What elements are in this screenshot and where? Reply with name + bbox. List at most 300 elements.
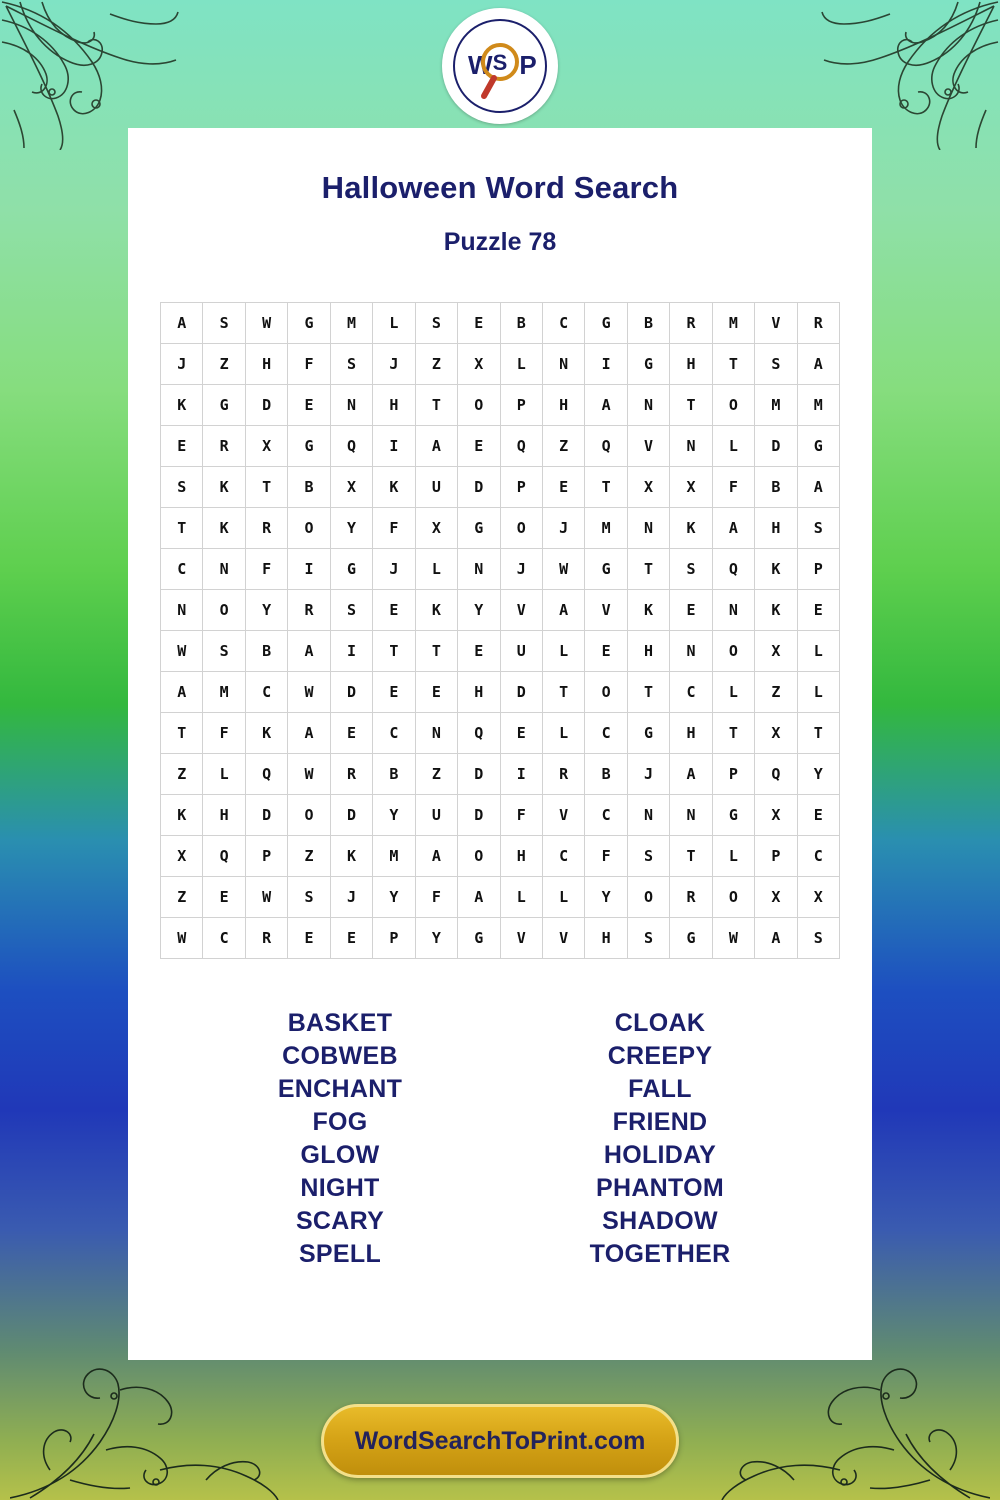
grid-cell[interactable]: T	[542, 672, 584, 713]
grid-cell[interactable]: L	[415, 549, 457, 590]
grid-cell[interactable]: I	[288, 549, 330, 590]
word-list-item: CLOAK	[614, 1009, 706, 1037]
grid-cell[interactable]: L	[542, 877, 584, 918]
grid-cell[interactable]: D	[245, 385, 287, 426]
grid-cell[interactable]: D	[330, 672, 372, 713]
grid-cell[interactable]: Q	[330, 426, 372, 467]
word-list-column-right	[510, 1007, 810, 1271]
puzzle-sheet	[128, 128, 872, 1360]
grid-cell[interactable]: X	[627, 467, 669, 508]
grid-cell[interactable]: J	[373, 344, 415, 385]
grid-cell[interactable]: A	[415, 836, 457, 877]
grid-cell[interactable]: G	[585, 303, 627, 344]
grid-cell[interactable]: Q	[585, 426, 627, 467]
grid-cell[interactable]: S	[670, 549, 712, 590]
grid-cell[interactable]: O	[500, 508, 542, 549]
grid-cell[interactable]: R	[245, 918, 287, 959]
grid-cell[interactable]: F	[712, 467, 754, 508]
grid-cell[interactable]: L	[712, 836, 754, 877]
grid-cell[interactable]: I	[500, 754, 542, 795]
grid-cell[interactable]: W	[712, 918, 754, 959]
grid-cell[interactable]: P	[500, 385, 542, 426]
grid-cell[interactable]: T	[373, 631, 415, 672]
grid-cell[interactable]: E	[330, 713, 372, 754]
grid-cell[interactable]: M	[330, 303, 372, 344]
grid-cell[interactable]: G	[627, 344, 669, 385]
grid-cell[interactable]: K	[203, 467, 245, 508]
grid-cell[interactable]: J	[500, 549, 542, 590]
grid-cell[interactable]: W	[288, 754, 330, 795]
grid-cell[interactable]: E	[670, 590, 712, 631]
word-list-item: SHADOW	[602, 1207, 718, 1235]
grid-cell[interactable]: Z	[161, 754, 203, 795]
grid-cell[interactable]: E	[500, 713, 542, 754]
grid-cell[interactable]: A	[161, 672, 203, 713]
grid-cell[interactable]: T	[797, 713, 839, 754]
grid-row	[161, 344, 840, 385]
grid-cell[interactable]: O	[712, 877, 754, 918]
grid-cell[interactable]: Q	[203, 836, 245, 877]
grid-cell[interactable]: X	[330, 467, 372, 508]
grid-cell[interactable]: O	[288, 508, 330, 549]
grid-cell[interactable]: G	[712, 795, 754, 836]
grid-cell[interactable]: T	[415, 631, 457, 672]
grid-cell[interactable]: T	[161, 713, 203, 754]
grid-cell[interactable]: K	[203, 508, 245, 549]
grid-cell[interactable]: L	[542, 713, 584, 754]
grid-cell[interactable]: K	[373, 467, 415, 508]
grid-cell[interactable]: K	[161, 385, 203, 426]
grid-cell[interactable]: E	[161, 426, 203, 467]
grid-cell[interactable]: E	[415, 672, 457, 713]
word-list-item: CREEPY	[607, 1042, 713, 1070]
footer-site-button[interactable]	[321, 1404, 679, 1478]
word-list-item: TOGETHER	[589, 1240, 731, 1268]
grid-cell[interactable]: A	[797, 344, 839, 385]
grid-row	[161, 549, 840, 590]
grid-row	[161, 631, 840, 672]
grid-cell[interactable]: D	[458, 754, 500, 795]
grid-cell[interactable]: O	[203, 590, 245, 631]
grid-cell[interactable]: L	[797, 631, 839, 672]
grid-cell[interactable]: O	[458, 385, 500, 426]
word-list-item: HOLIDAY	[603, 1141, 717, 1169]
grid-cell[interactable]: B	[500, 303, 542, 344]
grid-row	[161, 672, 840, 713]
grid-cell[interactable]: S	[797, 918, 839, 959]
grid-cell[interactable]: V	[627, 426, 669, 467]
grid-cell[interactable]: S	[330, 590, 372, 631]
grid-cell[interactable]: J	[627, 754, 669, 795]
svg-text:S: S	[492, 50, 508, 75]
grid-cell[interactable]: Z	[542, 426, 584, 467]
grid-cell[interactable]: N	[627, 385, 669, 426]
grid-cell[interactable]: T	[670, 836, 712, 877]
grid-cell[interactable]: W	[161, 918, 203, 959]
grid-cell[interactable]: N	[161, 590, 203, 631]
grid-cell[interactable]: Z	[161, 877, 203, 918]
grid-cell[interactable]: B	[245, 631, 287, 672]
grid-cell[interactable]: W	[542, 549, 584, 590]
grid-cell[interactable]: B	[627, 303, 669, 344]
grid-cell[interactable]: W	[288, 672, 330, 713]
grid-row	[161, 426, 840, 467]
grid-cell[interactable]: F	[585, 836, 627, 877]
grid-cell[interactable]: C	[542, 303, 584, 344]
grid-cell[interactable]: E	[797, 795, 839, 836]
grid-cell[interactable]: X	[755, 631, 797, 672]
grid-cell[interactable]: D	[245, 795, 287, 836]
grid-cell[interactable]: N	[415, 713, 457, 754]
grid-cell[interactable]: L	[203, 754, 245, 795]
grid-cell[interactable]: K	[330, 836, 372, 877]
grid-row	[161, 877, 840, 918]
grid-cell[interactable]: M	[373, 836, 415, 877]
grid-cell[interactable]: G	[288, 426, 330, 467]
grid-cell[interactable]: B	[288, 467, 330, 508]
grid-cell[interactable]: E	[458, 303, 500, 344]
grid-cell[interactable]: I	[373, 426, 415, 467]
grid-cell[interactable]: E	[542, 467, 584, 508]
grid-cell[interactable]: G	[627, 713, 669, 754]
grid-cell[interactable]: X	[755, 795, 797, 836]
grid-cell[interactable]: P	[712, 754, 754, 795]
grid-cell[interactable]: S	[203, 303, 245, 344]
grid-cell[interactable]: R	[288, 590, 330, 631]
grid-cell[interactable]: N	[203, 549, 245, 590]
grid-cell[interactable]: R	[670, 303, 712, 344]
grid-cell[interactable]: N	[458, 549, 500, 590]
grid-cell[interactable]: H	[245, 344, 287, 385]
grid-cell[interactable]: Q	[500, 426, 542, 467]
grid-cell[interactable]: K	[627, 590, 669, 631]
grid-cell[interactable]: A	[712, 508, 754, 549]
grid-cell[interactable]: S	[627, 918, 669, 959]
grid-cell[interactable]: A	[670, 754, 712, 795]
grid-cell[interactable]: N	[670, 795, 712, 836]
grid-cell[interactable]: A	[755, 918, 797, 959]
grid-cell[interactable]: Q	[712, 549, 754, 590]
grid-cell[interactable]: N	[330, 385, 372, 426]
grid-cell[interactable]: V	[500, 918, 542, 959]
grid-cell[interactable]: Z	[415, 754, 457, 795]
grid-cell[interactable]: M	[585, 508, 627, 549]
grid-cell[interactable]: A	[161, 303, 203, 344]
grid-cell[interactable]: R	[670, 877, 712, 918]
word-list-item: FOG	[312, 1108, 368, 1136]
grid-cell[interactable]: S	[627, 836, 669, 877]
grid-cell[interactable]: J	[373, 549, 415, 590]
grid-cell[interactable]: J	[161, 344, 203, 385]
word-list-item: COBWEB	[282, 1042, 398, 1070]
grid-cell[interactable]: X	[755, 877, 797, 918]
grid-cell[interactable]: U	[415, 467, 457, 508]
grid-cell[interactable]: C	[797, 836, 839, 877]
grid-cell[interactable]: H	[500, 836, 542, 877]
grid-cell[interactable]: G	[330, 549, 372, 590]
grid-cell[interactable]: T	[670, 385, 712, 426]
grid-cell[interactable]: G	[458, 508, 500, 549]
grid-cell[interactable]: C	[245, 672, 287, 713]
grid-cell[interactable]: N	[712, 590, 754, 631]
grid-cell[interactable]: U	[500, 631, 542, 672]
grid-cell[interactable]: E	[585, 631, 627, 672]
grid-cell[interactable]: Q	[458, 713, 500, 754]
grid-cell[interactable]: Y	[373, 877, 415, 918]
grid-cell[interactable]: O	[712, 631, 754, 672]
grid-cell[interactable]: X	[755, 713, 797, 754]
grid-cell[interactable]: E	[330, 918, 372, 959]
grid-cell[interactable]: L	[712, 672, 754, 713]
grid-row	[161, 836, 840, 877]
grid-cell[interactable]: N	[627, 795, 669, 836]
grid-cell[interactable]: N	[670, 426, 712, 467]
grid-cell[interactable]: Q	[245, 754, 287, 795]
grid-cell[interactable]: P	[373, 918, 415, 959]
grid-cell[interactable]: J	[330, 877, 372, 918]
grid-cell[interactable]: N	[670, 631, 712, 672]
word-list-item: SPELL	[298, 1240, 382, 1268]
grid-cell[interactable]: P	[500, 467, 542, 508]
grid-cell[interactable]: N	[542, 344, 584, 385]
grid-cell[interactable]: T	[712, 713, 754, 754]
grid-cell[interactable]: Y	[330, 508, 372, 549]
grid-cell[interactable]: D	[500, 672, 542, 713]
grid-row	[161, 918, 840, 959]
word-list-item: NIGHT	[300, 1174, 380, 1202]
grid-cell[interactable]: Y	[585, 877, 627, 918]
grid-cell[interactable]: C	[542, 836, 584, 877]
grid-cell[interactable]: Z	[415, 344, 457, 385]
grid-cell[interactable]: H	[670, 344, 712, 385]
grid-cell[interactable]: B	[755, 467, 797, 508]
grid-cell[interactable]: X	[161, 836, 203, 877]
grid-cell[interactable]: A	[288, 713, 330, 754]
grid-cell[interactable]: G	[458, 918, 500, 959]
grid-cell[interactable]: B	[373, 754, 415, 795]
grid-cell[interactable]: Z	[203, 344, 245, 385]
grid-cell[interactable]: M	[755, 385, 797, 426]
grid-cell[interactable]: S	[161, 467, 203, 508]
grid-cell[interactable]: S	[203, 631, 245, 672]
word-list-item: SCARY	[295, 1207, 385, 1235]
grid-cell[interactable]: F	[288, 344, 330, 385]
grid-cell[interactable]: F	[500, 795, 542, 836]
grid-cell[interactable]: T	[245, 467, 287, 508]
grid-row	[161, 590, 840, 631]
grid-cell[interactable]: X	[458, 344, 500, 385]
grid-cell[interactable]: G	[797, 426, 839, 467]
grid-cell[interactable]: U	[415, 795, 457, 836]
grid-cell[interactable]: K	[415, 590, 457, 631]
grid-cell[interactable]: Y	[245, 590, 287, 631]
grid-row	[161, 467, 840, 508]
grid-cell[interactable]: G	[670, 918, 712, 959]
grid-cell[interactable]: P	[755, 836, 797, 877]
grid-cell[interactable]: C	[161, 549, 203, 590]
grid-cell[interactable]: G	[288, 303, 330, 344]
grid-cell[interactable]: I	[330, 631, 372, 672]
grid-cell[interactable]: S	[330, 344, 372, 385]
grid-row	[161, 795, 840, 836]
grid-cell[interactable]: Y	[797, 754, 839, 795]
svg-text:W: W	[468, 50, 493, 80]
word-list-item: BASKET	[287, 1009, 393, 1037]
page-title: Halloween Word Search	[321, 170, 679, 205]
grid-cell[interactable]: A	[458, 877, 500, 918]
grid-cell[interactable]: Y	[415, 918, 457, 959]
word-list	[190, 1007, 810, 1271]
grid-cell[interactable]: V	[500, 590, 542, 631]
grid-cell[interactable]: C	[585, 795, 627, 836]
grid-cell[interactable]: K	[161, 795, 203, 836]
grid-cell[interactable]: V	[755, 303, 797, 344]
puzzle-number: Puzzle 78	[443, 228, 557, 256]
grid-cell[interactable]: D	[330, 795, 372, 836]
word-list-item: FRIEND	[612, 1108, 708, 1136]
grid-cell[interactable]: R	[797, 303, 839, 344]
grid-cell[interactable]: V	[585, 590, 627, 631]
grid-cell[interactable]: Y	[458, 590, 500, 631]
grid-row	[161, 508, 840, 549]
grid-cell[interactable]: A	[542, 590, 584, 631]
grid-cell[interactable]: R	[203, 426, 245, 467]
grid-cell[interactable]: E	[373, 672, 415, 713]
grid-cell[interactable]: H	[627, 631, 669, 672]
grid-cell[interactable]: K	[755, 549, 797, 590]
grid-cell[interactable]: H	[542, 385, 584, 426]
grid-cell[interactable]: Y	[373, 795, 415, 836]
grid-cell[interactable]: X	[797, 877, 839, 918]
grid-cell[interactable]: L	[500, 877, 542, 918]
grid-cell[interactable]: L	[797, 672, 839, 713]
grid-cell[interactable]: K	[245, 713, 287, 754]
grid-cell[interactable]: W	[161, 631, 203, 672]
grid-cell[interactable]: Q	[755, 754, 797, 795]
grid-cell[interactable]: T	[627, 549, 669, 590]
word-list-item: GLOW	[300, 1141, 380, 1169]
grid-cell[interactable]: C	[585, 713, 627, 754]
grid-cell[interactable]: O	[712, 385, 754, 426]
grid-cell[interactable]: P	[797, 549, 839, 590]
grid-cell[interactable]: F	[415, 877, 457, 918]
grid-cell[interactable]: H	[585, 918, 627, 959]
grid-cell[interactable]: R	[245, 508, 287, 549]
grid-cell[interactable]: K	[670, 508, 712, 549]
grid-cell[interactable]: V	[542, 918, 584, 959]
grid-cell[interactable]: H	[373, 385, 415, 426]
grid-cell[interactable]: A	[797, 467, 839, 508]
grid-cell[interactable]: R	[542, 754, 584, 795]
grid-cell[interactable]: L	[500, 344, 542, 385]
grid-cell[interactable]: J	[542, 508, 584, 549]
grid-cell[interactable]: E	[203, 877, 245, 918]
grid-cell[interactable]: G	[203, 385, 245, 426]
grid-cell[interactable]: H	[755, 508, 797, 549]
grid-row	[161, 713, 840, 754]
grid-cell[interactable]: O	[288, 795, 330, 836]
grid-cell[interactable]: F	[373, 508, 415, 549]
grid-cell[interactable]: E	[797, 590, 839, 631]
grid-cell[interactable]: V	[542, 795, 584, 836]
grid-cell[interactable]: T	[415, 385, 457, 426]
grid-cell[interactable]: H	[458, 672, 500, 713]
grid-cell[interactable]: H	[203, 795, 245, 836]
grid-cell[interactable]: R	[330, 754, 372, 795]
word-list-item: ENCHANT	[277, 1075, 403, 1103]
grid-cell[interactable]: D	[755, 426, 797, 467]
grid-cell[interactable]: L	[542, 631, 584, 672]
grid-cell[interactable]: X	[245, 426, 287, 467]
grid-cell[interactable]: S	[797, 508, 839, 549]
grid-body	[161, 303, 840, 959]
grid-cell[interactable]: O	[627, 877, 669, 918]
grid-cell[interactable]: P	[245, 836, 287, 877]
site-logo[interactable]	[442, 8, 558, 124]
grid-cell[interactable]: A	[415, 426, 457, 467]
grid-cell[interactable]: T	[161, 508, 203, 549]
grid-cell[interactable]: D	[458, 467, 500, 508]
grid-cell[interactable]: C	[373, 713, 415, 754]
grid-cell[interactable]: A	[288, 631, 330, 672]
grid-cell[interactable]: M	[712, 303, 754, 344]
footer-site-label: WordSearchToPrint.com	[354, 1426, 646, 1455]
grid-cell[interactable]: S	[755, 344, 797, 385]
grid-cell[interactable]: E	[288, 385, 330, 426]
grid-cell[interactable]: W	[245, 303, 287, 344]
grid-cell[interactable]: L	[712, 426, 754, 467]
grid-cell[interactable]: T	[627, 672, 669, 713]
grid-cell[interactable]: M	[797, 385, 839, 426]
word-search-grid[interactable]	[160, 302, 840, 959]
grid-cell[interactable]: T	[712, 344, 754, 385]
grid-cell[interactable]: E	[373, 590, 415, 631]
grid-cell[interactable]: W	[245, 877, 287, 918]
grid-cell[interactable]: E	[288, 918, 330, 959]
grid-cell[interactable]: C	[670, 672, 712, 713]
grid-row	[161, 385, 840, 426]
grid-cell[interactable]: L	[373, 303, 415, 344]
grid-cell[interactable]: S	[288, 877, 330, 918]
grid-cell[interactable]: T	[585, 467, 627, 508]
grid-cell[interactable]: E	[458, 631, 500, 672]
grid-cell[interactable]: O	[585, 672, 627, 713]
grid-cell[interactable]: A	[585, 385, 627, 426]
grid-cell[interactable]: M	[203, 672, 245, 713]
grid-cell[interactable]: H	[670, 713, 712, 754]
grid-cell[interactable]: N	[627, 508, 669, 549]
word-list-item: FALL	[628, 1075, 692, 1103]
svg-text:P: P	[519, 50, 537, 80]
grid-cell[interactable]: G	[585, 549, 627, 590]
grid-cell[interactable]: D	[458, 795, 500, 836]
grid-cell[interactable]: C	[203, 918, 245, 959]
grid-cell[interactable]: X	[670, 467, 712, 508]
grid-cell[interactable]: Z	[288, 836, 330, 877]
grid-cell[interactable]: S	[415, 303, 457, 344]
grid-cell[interactable]: F	[203, 713, 245, 754]
grid-cell[interactable]: K	[755, 590, 797, 631]
word-list-item: PHANTOM	[595, 1174, 725, 1202]
grid-cell[interactable]: I	[585, 344, 627, 385]
grid-cell[interactable]: B	[585, 754, 627, 795]
grid-cell[interactable]: O	[458, 836, 500, 877]
grid-cell[interactable]: F	[245, 549, 287, 590]
grid-cell[interactable]: E	[458, 426, 500, 467]
grid-cell[interactable]: Z	[755, 672, 797, 713]
grid-cell[interactable]: X	[415, 508, 457, 549]
grid-row	[161, 303, 840, 344]
